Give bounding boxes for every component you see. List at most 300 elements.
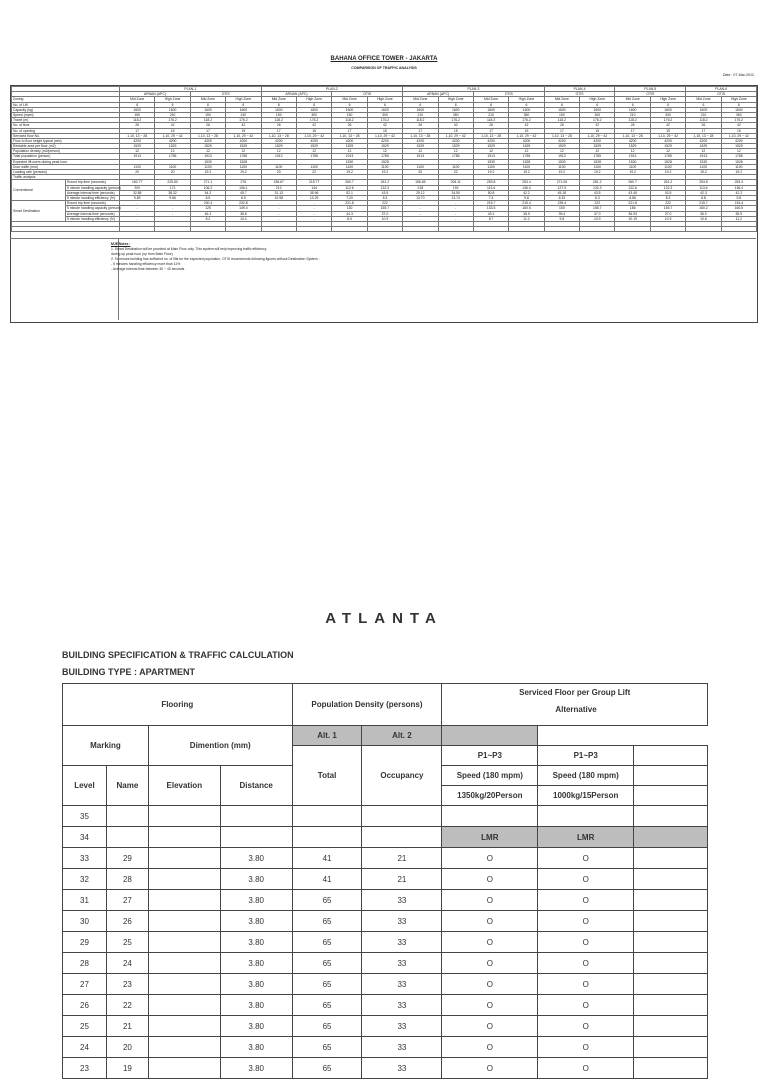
alt1-cell xyxy=(442,806,538,827)
blank-cell xyxy=(650,227,685,232)
table-cell: 253.4 xyxy=(721,180,756,185)
table-cell: 156.65 xyxy=(403,180,438,185)
table-cell: 17 xyxy=(190,128,225,133)
table-cell: 6 xyxy=(332,102,367,107)
alt1-cell: O xyxy=(442,932,538,953)
alt1-floors: P1~P3 xyxy=(442,746,538,766)
table-cell: 222 xyxy=(580,201,615,206)
table-cell: 38.32 xyxy=(155,190,190,195)
occupancy-cell: 21 xyxy=(362,848,442,869)
table-cell: 176.2 xyxy=(650,118,685,123)
table-cell: High Zone xyxy=(509,97,544,102)
alt3-cell xyxy=(634,890,708,911)
table-cell: 300 xyxy=(650,112,685,117)
table-cell: 1600 xyxy=(120,107,155,112)
mje-notes xyxy=(111,242,320,273)
notes-divider xyxy=(10,238,756,239)
table-cell: 6 xyxy=(226,102,261,107)
table-cell: 42 xyxy=(438,123,473,128)
table-cell: 232.8 xyxy=(226,201,261,206)
row-label: Rentable area per floor (m2) xyxy=(12,144,120,149)
table-cell: 6 xyxy=(544,102,579,107)
table-cell: 1530 xyxy=(190,159,225,164)
table-cell: 26 xyxy=(332,123,367,128)
table-cell: Mid Zone xyxy=(332,97,367,102)
level-header: Level xyxy=(63,766,107,806)
table-cell: 10.4 xyxy=(226,216,261,221)
table-cell: - xyxy=(438,206,473,211)
table-cell: - xyxy=(296,201,331,206)
alt3-cell xyxy=(634,848,708,869)
table-cell: 11.2 xyxy=(721,216,756,221)
table-cell: 12 xyxy=(686,149,721,154)
table-cell: 1,10, 29 ~ 42 xyxy=(438,133,473,138)
table-cell: 4200 xyxy=(473,138,508,143)
table-cell: 4200 xyxy=(332,138,367,143)
table-cell: 1528 xyxy=(580,159,615,164)
name-cell: 23 xyxy=(106,974,148,995)
table-cell: 15 xyxy=(226,128,261,133)
table-cell: 210 xyxy=(615,112,650,117)
table-cell: 6.5 xyxy=(190,195,225,200)
occupancy-cell: 33 xyxy=(362,953,442,974)
distance-cell: 3.80 xyxy=(220,869,292,890)
table-cell: 1100 xyxy=(580,164,615,169)
table-cell: 1530 xyxy=(332,159,367,164)
table-cell: 35.96 xyxy=(296,190,331,195)
table-cell: 1785 xyxy=(580,154,615,159)
table-cell: 156 xyxy=(615,206,650,211)
blank-cell xyxy=(721,227,756,232)
table-cell: 1785 xyxy=(367,154,402,159)
table-cell: High Zone xyxy=(367,97,402,102)
table-cell: 1913 xyxy=(615,154,650,159)
table-cell: 218 xyxy=(403,185,438,190)
table-cell: 1529 xyxy=(438,144,473,149)
table-cell: 19.2 xyxy=(509,170,544,175)
elevation-cell xyxy=(148,974,220,995)
table-cell: 12 xyxy=(403,149,438,154)
table-cell: 1529 xyxy=(650,144,685,149)
table-cell: - xyxy=(261,216,296,221)
table-cell: 17 xyxy=(261,128,296,133)
table-cell: - xyxy=(403,206,438,211)
table-cell: 1528 xyxy=(509,159,544,164)
alt3-cell xyxy=(634,995,708,1016)
table-cell: 1,10, 29 ~ 42 xyxy=(296,133,331,138)
table-cell: 42 xyxy=(296,123,331,128)
table-cell: 26 xyxy=(190,123,225,128)
table-cell: 1600 xyxy=(403,107,438,112)
table-cell: 360 xyxy=(721,112,756,117)
alt2-cell: O xyxy=(538,890,634,911)
table-cell: - xyxy=(296,211,331,216)
table-cell: 50.8 xyxy=(473,190,508,195)
table-cell: 1529 xyxy=(544,144,579,149)
table-cell: 1600 xyxy=(367,107,402,112)
table-cell: 42 xyxy=(155,123,190,128)
table-cell: 11.2 xyxy=(509,216,544,221)
table-cell: 20 xyxy=(403,170,438,175)
table-cell: Mid Zone xyxy=(120,97,155,102)
alt1-cell: O xyxy=(442,911,538,932)
table-cell: 1785 xyxy=(226,154,261,159)
table-cell: 15 xyxy=(580,128,615,133)
blank-cell xyxy=(580,227,615,232)
table-cell: 10.9 xyxy=(367,216,402,221)
table-cell: 26 xyxy=(403,123,438,128)
table-cell: 15 xyxy=(155,128,190,133)
group-label: Smart Destination xyxy=(12,201,66,222)
table-cell: 260.7 xyxy=(615,180,650,185)
table-cell: 1529 xyxy=(296,144,331,149)
table-cell: - xyxy=(155,211,190,216)
table-cell: 215.4 xyxy=(509,201,544,206)
blank-cell xyxy=(292,827,362,848)
table-cell: 221.8 xyxy=(615,201,650,206)
occupancy-cell: 33 xyxy=(362,1037,442,1058)
table-cell: 132.3 xyxy=(367,185,402,190)
row-label: Speed (mpm) xyxy=(12,112,120,117)
row-label: No. of Lift xyxy=(12,102,120,107)
vendor-header: OTIS xyxy=(544,92,615,97)
table-cell: 1100 xyxy=(367,164,402,169)
table-cell: 160.5 xyxy=(721,206,756,211)
level-cell: 27 xyxy=(63,974,107,995)
table-cell: 7.20 xyxy=(332,195,367,200)
table-cell: 122.6 xyxy=(615,185,650,190)
elevation-cell xyxy=(148,869,220,890)
table-cell: 1100 xyxy=(155,164,190,169)
table-cell: 150 xyxy=(120,112,155,117)
table-cell: High Zone xyxy=(226,97,261,102)
table-cell: - xyxy=(296,206,331,211)
floor-row xyxy=(63,827,708,848)
row-label: No. of opening xyxy=(12,128,120,133)
table-cell: 19.2 xyxy=(367,170,402,175)
table-cell: 10.19 xyxy=(615,216,650,221)
alt3-cell xyxy=(634,953,708,974)
vendor-header: OTIS xyxy=(473,92,544,97)
total-cell: 65 xyxy=(292,953,362,974)
table-cell: 6.86 xyxy=(615,195,650,200)
table-cell: 22 xyxy=(438,170,473,175)
table-cell: 192 xyxy=(438,185,473,190)
table-cell: 1600 xyxy=(473,107,508,112)
table-cell: 1600 xyxy=(686,107,721,112)
row-label: 5 minute handling capacity (person) xyxy=(67,206,121,211)
table-cell: 12 xyxy=(721,149,756,154)
alt2-lmr: LMR xyxy=(538,827,634,848)
table-cell: 1529 xyxy=(721,144,756,149)
table-cell: 6 xyxy=(509,102,544,107)
blank-cell xyxy=(403,227,438,232)
floor-row xyxy=(63,890,708,911)
name-cell: 25 xyxy=(106,932,148,953)
population-header: Population Density (persons) xyxy=(292,684,442,726)
table-cell: 12 xyxy=(261,149,296,154)
total-cell: 65 xyxy=(292,995,362,1016)
alternative-label: Alternative xyxy=(555,705,597,714)
table-cell: 6 xyxy=(615,102,650,107)
elevation-cell xyxy=(148,1037,220,1058)
table-cell: 8.3 xyxy=(367,195,402,200)
table-cell: 1,10, 13 ~ 28 xyxy=(544,133,579,138)
distance-cell: 3.80 xyxy=(220,932,292,953)
alt2-floors: P1~P3 xyxy=(538,746,634,766)
row-label: Serviced floor No. xyxy=(12,133,120,138)
alt2-cell: O xyxy=(538,932,634,953)
table-cell: - xyxy=(403,211,438,216)
blank-cell xyxy=(615,227,650,232)
table-cell: 12 xyxy=(438,149,473,154)
table-cell: 360 xyxy=(509,112,544,117)
table-cell: 136.4 xyxy=(509,185,544,190)
alt1-cell: O xyxy=(442,1058,538,1079)
table-cell: 176.2 xyxy=(721,118,756,123)
table-cell: 42 xyxy=(721,123,756,128)
name-cell: 21 xyxy=(106,1016,148,1037)
table-cell: 1913 xyxy=(332,154,367,159)
distance-header: Distance xyxy=(220,766,292,806)
distance-cell: 3.80 xyxy=(220,974,292,995)
note-line: - Average interval time between 30 ~ 40 seconds xyxy=(111,267,185,272)
table-cell: 22 xyxy=(296,170,331,175)
table-cell: 4200 xyxy=(650,138,685,143)
distance-cell: 3.80 xyxy=(220,911,292,932)
table-cell: 1600 xyxy=(544,107,579,112)
row-label: 5 minute handling capacity (person) xyxy=(67,185,121,190)
blank-cell xyxy=(148,827,220,848)
table-cell: 1530 xyxy=(615,159,650,164)
distance-cell: 3.80 xyxy=(220,1037,292,1058)
table-cell: 1913 xyxy=(403,154,438,159)
alt2-cell: O xyxy=(538,974,634,995)
table-cell: 1528 xyxy=(367,159,402,164)
table-cell: 35.9 xyxy=(509,211,544,216)
alt2-cell: O xyxy=(538,1037,634,1058)
blank-cell xyxy=(367,227,402,232)
table-cell: 1,10, 13 ~ 28 xyxy=(686,133,721,138)
table-cell: - xyxy=(403,216,438,221)
row-label: Population density (m2/person) xyxy=(12,149,120,154)
table-cell: Mid Zone xyxy=(261,97,296,102)
table-cell: 45.18 xyxy=(544,190,579,195)
table-cell: 6 xyxy=(367,102,402,107)
table-cell: 210 xyxy=(473,112,508,117)
alt2-capacity: 1000kg/15Person xyxy=(538,786,634,806)
dimention-header: Dimention (mm) xyxy=(148,726,292,766)
table-cell: 1600 xyxy=(721,107,756,112)
alt2-cell: O xyxy=(538,869,634,890)
table-cell: 12 xyxy=(190,149,225,154)
table-cell: 1529 xyxy=(615,144,650,149)
table-cell: 1600 xyxy=(332,107,367,112)
table-cell: 15 xyxy=(721,128,756,133)
table-cell: 37.0 xyxy=(580,211,615,216)
table-cell: 150 xyxy=(332,112,367,117)
table-cell: 260.7 xyxy=(332,180,367,185)
note-line: 1. Smart Destination will be provided at Main Floor only. This system will help improving traffic efficiency xyxy=(111,247,267,252)
table-cell: 253.8 xyxy=(473,180,508,185)
table-cell: 17 xyxy=(332,128,367,133)
level-cell: 34 xyxy=(63,827,107,848)
table-cell: 6 xyxy=(473,102,508,107)
distance-cell: 3.80 xyxy=(220,890,292,911)
alt1-lmr: LMR xyxy=(442,827,538,848)
name-cell: 29 xyxy=(106,848,148,869)
table-cell: 106.2 xyxy=(190,185,225,190)
table-cell: 1529 xyxy=(120,144,155,149)
blank-cell xyxy=(438,227,473,232)
flooring-header: Flooring xyxy=(63,684,293,726)
table-cell: 1913 xyxy=(686,154,721,159)
table-cell: 1528 xyxy=(650,159,685,164)
table-cell: 29.12 xyxy=(403,190,438,195)
table-cell: 149.4 xyxy=(226,206,261,211)
table-cell: 300 xyxy=(367,112,402,117)
table-cell: 222 xyxy=(650,201,685,206)
table-cell: - xyxy=(296,216,331,221)
table-cell: - xyxy=(438,216,473,221)
table-cell: 19.2 xyxy=(332,170,367,175)
table-cell: 6.8 xyxy=(686,195,721,200)
table-cell: 43.5 xyxy=(367,190,402,195)
traffic-analysis-table xyxy=(10,85,758,323)
alt3-header xyxy=(442,726,538,746)
table-cell: 261.2 xyxy=(367,180,402,185)
level-cell: 23 xyxy=(63,1058,107,1079)
table-cell: 276 xyxy=(226,180,261,185)
total-cell: 65 xyxy=(292,1058,362,1079)
table-cell: 1528 xyxy=(226,159,261,164)
table-cell: 12 xyxy=(544,149,579,154)
table-cell: High Zone xyxy=(155,97,190,102)
table-cell: 1100 xyxy=(190,164,225,169)
table-cell: 6 xyxy=(155,102,190,107)
table-cell: 19.2 xyxy=(650,170,685,175)
table-cell: 235.4 xyxy=(544,201,579,206)
table-cell: 1785 xyxy=(155,154,190,159)
blank-cell xyxy=(332,227,367,232)
table-cell: 172 xyxy=(155,185,190,190)
blank-cell xyxy=(544,227,579,232)
row-label: Loading rate (persons) xyxy=(12,170,120,175)
total-cell: 65 xyxy=(292,974,362,995)
blank-cell xyxy=(473,227,508,232)
table-cell: 132.3 xyxy=(650,185,685,190)
table-cell: 1100 xyxy=(650,164,685,169)
table-cell: Mid Zone xyxy=(473,97,508,102)
table-cell: 253.8 xyxy=(686,180,721,185)
group-label: Conventional xyxy=(12,180,66,201)
table-cell: 12 xyxy=(509,149,544,154)
table-cell: Mid Zone xyxy=(403,97,438,102)
alt3-cell xyxy=(634,932,708,953)
floor-row xyxy=(63,953,708,974)
table-cell: 1600 xyxy=(650,107,685,112)
table-cell: High Zone xyxy=(650,97,685,102)
name-cell: 27 xyxy=(106,890,148,911)
sheet1-title: BAHANA OFFICE TOWER - JAKARTA xyxy=(330,56,438,62)
table-cell: Mid Zone xyxy=(544,97,579,102)
table-cell: 1,10, 29 ~ 42 xyxy=(155,133,190,138)
table-cell: 150 xyxy=(261,112,296,117)
table-cell: 1100 xyxy=(473,164,508,169)
table-cell: 1,10, 29 ~ 42 xyxy=(580,133,615,138)
total-cell xyxy=(292,806,362,827)
table-cell: 12 xyxy=(580,149,615,154)
table-cell: 1100 xyxy=(261,164,296,169)
table-cell: 127.5 xyxy=(544,185,579,190)
building-spec-table xyxy=(62,683,708,1079)
table-cell: 20 xyxy=(120,170,155,175)
table-cell: 1,10, 13 ~ 28 xyxy=(615,133,650,138)
alt1-cell: O xyxy=(442,974,538,995)
table-cell: 26 xyxy=(686,123,721,128)
sheet2-subtitle: BUILDING SPECIFICATION & TRAFFIC CALCULATION xyxy=(62,650,294,660)
table-cell: 31.13 xyxy=(261,190,296,195)
table-cell: High Zone xyxy=(438,97,473,102)
blank-cell xyxy=(362,827,442,848)
table-cell: 225.80 xyxy=(155,180,190,185)
table-cell: 32.88 xyxy=(120,190,155,195)
table-cell: 4200 xyxy=(580,138,615,143)
blank-cell xyxy=(220,827,292,848)
table-cell: 1528 xyxy=(721,159,756,164)
level-cell: 35 xyxy=(63,806,107,827)
total-cell: 65 xyxy=(292,911,362,932)
occupancy-cell: 33 xyxy=(362,1058,442,1079)
row-label: Round trip time (seconds) xyxy=(66,180,120,185)
table-cell: 4200 xyxy=(544,138,579,143)
table-cell: 12 xyxy=(296,149,331,154)
floor-row xyxy=(63,995,708,1016)
total-cell: 41 xyxy=(292,848,362,869)
vendor-header: ARNAN (APC) xyxy=(403,92,474,97)
table-cell: 19.2 xyxy=(544,170,579,175)
table-cell: 1600 xyxy=(226,107,261,112)
table-cell: 1529 xyxy=(155,144,190,149)
note-line: 2. To ensure building has sufficient no. of lifts for the expected population, OTIS recommends following figures without Destination System : xyxy=(111,257,320,262)
building-type: BUILDING TYPE : APARTMENT xyxy=(62,667,195,677)
table-cell: 176.2 xyxy=(438,118,473,123)
table-cell: 19.2 xyxy=(580,170,615,175)
serviced-floor-header: Serviced Floor per Group Lift xyxy=(442,684,708,726)
alt2-speed: Speed (180 mpm) xyxy=(538,766,634,786)
table-cell: 113.6 xyxy=(686,185,721,190)
table-cell: 176.2 xyxy=(296,118,331,123)
table-cell: 8.7 xyxy=(473,216,508,221)
table-cell: 113.6 xyxy=(473,185,508,190)
table-cell: 136.4 xyxy=(721,185,756,190)
elevation-cell xyxy=(148,890,220,911)
blank-cell xyxy=(296,227,331,232)
table-cell: 10.98 xyxy=(261,195,296,200)
table-cell: 1,10, 13 ~ 28 xyxy=(473,133,508,138)
table-cell: 200 xyxy=(120,185,155,190)
table-cell: 150 xyxy=(544,206,579,211)
blank-cell xyxy=(686,227,721,232)
table-cell: 4200 xyxy=(155,138,190,143)
table-cell: 45.7 xyxy=(226,190,261,195)
alt2-cell xyxy=(538,806,634,827)
table-cell: 176.2 xyxy=(226,118,261,123)
table-cell: 240 xyxy=(155,112,190,117)
table-cell: 215.77 xyxy=(296,180,331,185)
sheet2-title: ATLANTA xyxy=(325,610,443,627)
table-cell: 6.33 xyxy=(544,195,579,200)
